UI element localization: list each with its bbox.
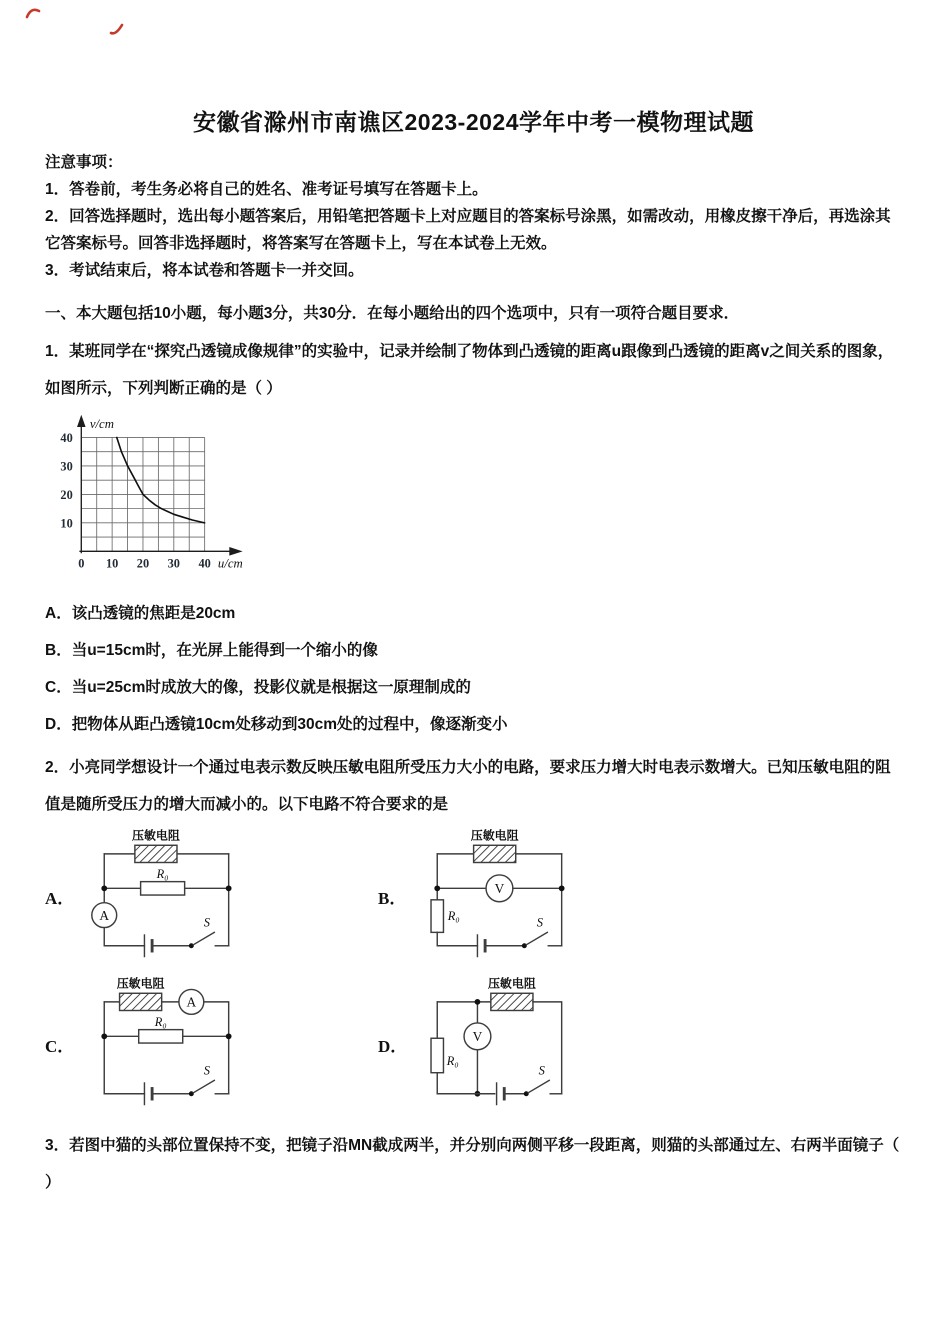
q1-option-d: D．把物体从距凸透镜10cm处移动到30cm处的过程中，像逐渐变小 <box>45 716 508 733</box>
circuit-c-diagram <box>83 977 248 1111</box>
x-tick-label: 20 <box>136 556 150 571</box>
circuit-option-c <box>45 977 378 1111</box>
red-pen-mark <box>24 4 42 22</box>
lens-distance-chart <box>47 409 275 576</box>
pressure-resistor-label: 压敏电阻 <box>116 977 165 991</box>
y-axis-label: v/cm <box>89 416 115 431</box>
lens-graph-figure <box>47 409 902 581</box>
option-letter-b: B． <box>378 888 407 908</box>
notice-item-3: 3．考试结束后，将本试卷和答题卡一并交回。 <box>45 262 364 279</box>
red-pen-mark <box>108 21 126 39</box>
question-3-text: 3．若图中猫的头部位置保持不变，把镜子沿MN截成两半，并分别向两侧平移一段距离，则猫的头部通过左、右两半面镜子（ ） <box>45 1137 900 1191</box>
resistor-r0-symbol <box>139 1030 183 1043</box>
question-2-text: 2．小亮同学想设计一个通过电表示数反映压敏电阻所受压力大小的电路，要求压力增大时电表示数增大。已知压敏电阻的阻值是随所受压力的增大而减小的。以下电路不符合要求的是 <box>45 759 891 813</box>
resistor-r0-symbol <box>431 900 443 933</box>
x-tick-label: 40 <box>198 556 211 571</box>
page-title: 安徽省滁州市南谯区2023-2024学年中考一模物理试题 <box>193 109 754 135</box>
resistor-r0-symbol <box>141 882 185 895</box>
switch-icon <box>189 943 194 948</box>
pressure-resistor-label: 压敏电阻 <box>470 829 519 843</box>
y-tick-label: 20 <box>60 488 73 503</box>
notice-heading: 注意事项： <box>45 154 123 171</box>
r0-label: R₀ <box>447 908 460 923</box>
pressure-resistor-symbol <box>120 993 162 1010</box>
x-tick-label: 10 <box>105 556 119 571</box>
switch-icon <box>522 943 527 948</box>
question-1-text: 1．某班同学在“探究凸透镜成像规律”的实验中，记录并绘制了物体到凸透镜的距离u跟像到凸透镜的距离v之间关系的图象，如图所示，下列判断正确的是（ ） <box>45 343 894 397</box>
ammeter-label: A <box>99 907 110 923</box>
section-1-heading: 一、本大题包括10小题，每小题3分，共30分．在每小题给出的四个选项中，只有一项符合题目要求． <box>45 305 740 322</box>
x-axis-arrow-icon <box>229 547 242 556</box>
switch-label: S <box>536 915 544 930</box>
option-letter-d: D． <box>378 1036 408 1056</box>
y-axis-arrow-icon <box>77 415 86 427</box>
circuit-b-diagram <box>416 829 581 963</box>
notice-item-1: 1．答卷前，考生务必将自己的姓名、准考证号填写在答题卡上。 <box>45 181 488 198</box>
y-tick-label: 10 <box>60 516 73 531</box>
question-2-circuit-options <box>45 829 902 1111</box>
ammeter-label: A <box>186 994 197 1010</box>
option-letter-a: A． <box>45 888 75 908</box>
resistor-r0-symbol <box>431 1038 443 1072</box>
switch-label: S <box>538 1063 545 1078</box>
x-tick-label: 30 <box>167 556 180 571</box>
voltmeter-label: V <box>494 881 505 897</box>
r0-label: R₀ <box>446 1054 459 1069</box>
pressure-resistor-label: 压敏电阻 <box>487 977 536 991</box>
q1-option-c: C．当u=25cm时成放大的像，投影仪就是根据这一原理制成的 <box>45 679 471 696</box>
pressure-resistor-symbol <box>135 845 177 862</box>
switch-label: S <box>203 1063 211 1078</box>
circuit-a-diagram <box>83 829 248 963</box>
x-tick-label: 0 <box>78 556 85 571</box>
switch-icon <box>189 1091 194 1096</box>
pressure-resistor-symbol <box>491 993 533 1010</box>
circuit-option-b <box>378 829 902 963</box>
q1-option-a: A．该凸透镜的焦距是20cm <box>45 605 236 622</box>
voltmeter-label: V <box>472 1029 483 1045</box>
r0-label: R₀ <box>156 866 169 881</box>
q1-option-b: B．当u=15cm时，在光屏上能得到一个缩小的像 <box>45 642 378 659</box>
option-letter-c: C． <box>45 1036 75 1056</box>
notice-item-2: 2．回答选择题时，选出每小题答案后，用铅笔把答题卡上对应题目的答案标号涂黑，如需改动，用橡皮擦干净后，再选涂其它答案标号。回答非选择题时，将答案写在答题卡上，写在本试卷上无效。 <box>45 208 891 252</box>
circuit-option-d <box>378 977 902 1111</box>
y-tick-label: 40 <box>60 431 73 446</box>
notice-section <box>45 149 902 284</box>
pressure-resistor-label: 压敏电阻 <box>132 829 180 843</box>
r0-label: R₀ <box>154 1014 167 1029</box>
y-tick-label: 30 <box>60 459 73 474</box>
switch-icon <box>524 1091 529 1096</box>
pressure-resistor-symbol <box>474 845 516 862</box>
question-1-options <box>45 595 902 743</box>
switch-label: S <box>203 915 211 930</box>
circuit-option-a <box>45 829 378 963</box>
x-axis-label: u/cm <box>217 556 243 571</box>
circuit-d-diagram <box>416 977 581 1111</box>
